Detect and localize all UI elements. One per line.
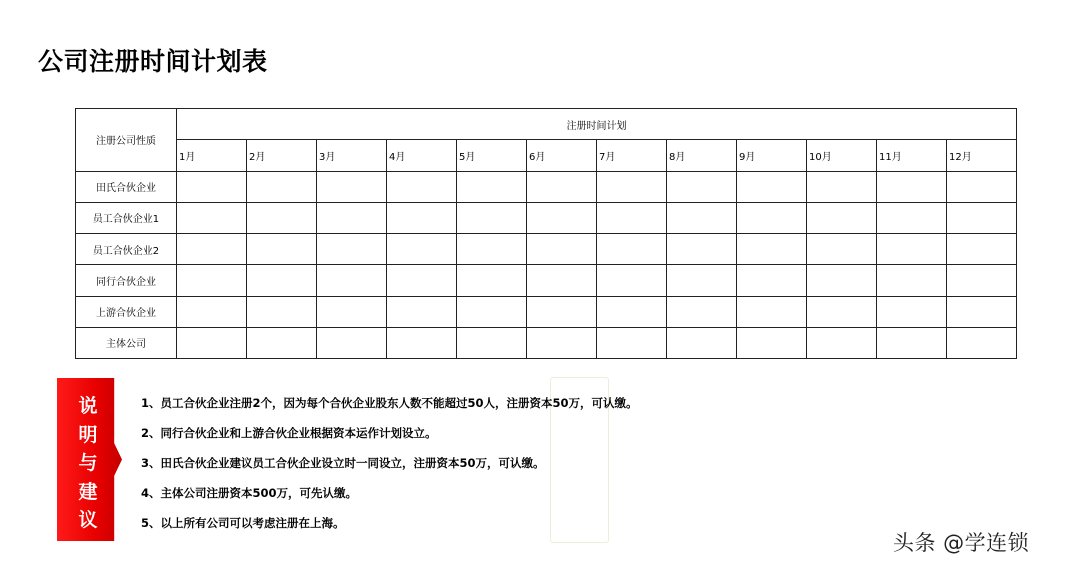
badge-char: 说 [78,395,98,417]
watermark: 头条 @学连锁 [893,531,1030,555]
plan-cell[interactable] [877,171,947,202]
plan-cell[interactable] [807,171,877,202]
month-header: 9月 [737,140,807,171]
plan-cell[interactable] [667,327,737,358]
plan-cell[interactable] [807,202,877,233]
plan-cell[interactable] [177,202,247,233]
plan-cell[interactable] [177,171,247,202]
plan-cell[interactable] [947,265,1017,296]
plan-cell[interactable] [177,265,247,296]
plan-cell[interactable] [247,234,317,265]
plan-cell[interactable] [947,171,1017,202]
plan-cell[interactable] [737,296,807,327]
month-header: 12月 [947,140,1017,171]
month-header: 5月 [457,140,527,171]
plan-cell[interactable] [457,327,527,358]
row-label: 上游合伙企业 [76,296,177,327]
note-item: 4、主体公司注册资本500万，可先认缴。 [141,486,358,500]
plan-cell[interactable] [317,202,387,233]
plan-cell[interactable] [947,296,1017,327]
plan-cell[interactable] [527,296,597,327]
plan-cell[interactable] [667,234,737,265]
plan-cell[interactable] [387,265,457,296]
plan-cell[interactable] [527,234,597,265]
plan-cell[interactable] [317,296,387,327]
badge-char: 明 [78,423,98,446]
plan-cell[interactable] [877,296,947,327]
plan-cell[interactable] [597,265,667,296]
plan-cell[interactable] [807,265,877,296]
row-label: 田氏合伙企业 [76,171,177,202]
plan-cell[interactable] [737,202,807,233]
plan-cell[interactable] [807,296,877,327]
plan-cell[interactable] [737,171,807,202]
row-label: 员工合伙企业1 [76,202,177,233]
note-item: 2、同行合伙企业和上游合伙企业根据资本运作计划设立。 [141,426,437,440]
plan-cell[interactable] [877,234,947,265]
plan-cell[interactable] [177,327,247,358]
corner-header: 注册公司性质 [76,109,177,172]
month-header: 8月 [667,140,737,171]
table-row [76,171,1017,202]
plan-cell[interactable] [737,234,807,265]
plan-cell[interactable] [947,202,1017,233]
plan-cell[interactable] [247,296,317,327]
plan-cell[interactable] [527,327,597,358]
table-row [76,265,1017,296]
row-label: 同行合伙企业 [76,265,177,296]
plan-cell[interactable] [457,202,527,233]
note-item: 5、以上所有公司可以考虑注册在上海。 [141,516,345,530]
plan-cell[interactable] [247,202,317,233]
plan-cell[interactable] [597,171,667,202]
plan-cell[interactable] [597,202,667,233]
plan-cell[interactable] [457,265,527,296]
badge-char: 建 [78,480,98,503]
badge-char: 与 [78,452,98,474]
month-header: 10月 [807,140,877,171]
plan-cell[interactable] [387,171,457,202]
plan-cell[interactable] [877,265,947,296]
plan-cell[interactable] [877,327,947,358]
plan-cell[interactable] [457,296,527,327]
month-header: 11月 [877,140,947,171]
plan-cell[interactable] [317,265,387,296]
row-label: 主体公司 [76,327,177,358]
plan-cell[interactable] [667,296,737,327]
badge-char: 议 [78,509,98,531]
plan-cell[interactable] [317,327,387,358]
table-row [76,234,1017,265]
plan-cell[interactable] [177,234,247,265]
plan-cell[interactable] [247,265,317,296]
plan-cell[interactable] [457,171,527,202]
plan-cell[interactable] [387,234,457,265]
month-header: 7月 [597,140,667,171]
plan-cell[interactable] [667,265,737,296]
group-header: 注册时间计划 [177,109,1017,140]
plan-cell[interactable] [807,327,877,358]
plan-cell[interactable] [387,327,457,358]
plan-cell[interactable] [527,202,597,233]
plan-cell[interactable] [877,202,947,233]
note-item: 3、田氏合伙企业建议员工合伙企业设立时一同设立，注册资本50万，可认缴。 [141,456,545,470]
note-item: 1、员工合伙企业注册2个，因为每个合伙企业股东人数不能超过50人，注册资本50万，可认缴。 [141,396,638,410]
month-header: 1月 [177,140,247,171]
notes-list [141,392,638,542]
notes-badge-label [70,392,106,535]
plan-cell[interactable] [457,234,527,265]
plan-cell[interactable] [947,327,1017,358]
plan-cell[interactable] [177,296,247,327]
plan-cell[interactable] [317,171,387,202]
plan-cell[interactable] [527,265,597,296]
month-header: 3月 [317,140,387,171]
plan-cell[interactable] [317,234,387,265]
plan-cell[interactable] [247,171,317,202]
plan-cell[interactable] [527,171,597,202]
table-row [76,327,1017,358]
plan-cell[interactable] [387,296,457,327]
table-row [76,202,1017,233]
plan-cell[interactable] [737,327,807,358]
row-label: 员工合伙企业2 [76,234,177,265]
plan-cell[interactable] [597,296,667,327]
month-header: 2月 [247,140,317,171]
month-header: 6月 [527,140,597,171]
plan-cell[interactable] [387,202,457,233]
month-header: 4月 [387,140,457,171]
plan-cell[interactable] [247,327,317,358]
plan-cell[interactable] [737,265,807,296]
plan-cell[interactable] [667,171,737,202]
table-row [76,296,1017,327]
plan-cell[interactable] [667,202,737,233]
plan-cell[interactable] [597,234,667,265]
registration-plan-table [75,108,1017,359]
plan-cell[interactable] [947,234,1017,265]
plan-cell[interactable] [597,327,667,358]
page-title: 公司注册时间计划表 [38,47,268,76]
plan-cell[interactable] [807,234,877,265]
